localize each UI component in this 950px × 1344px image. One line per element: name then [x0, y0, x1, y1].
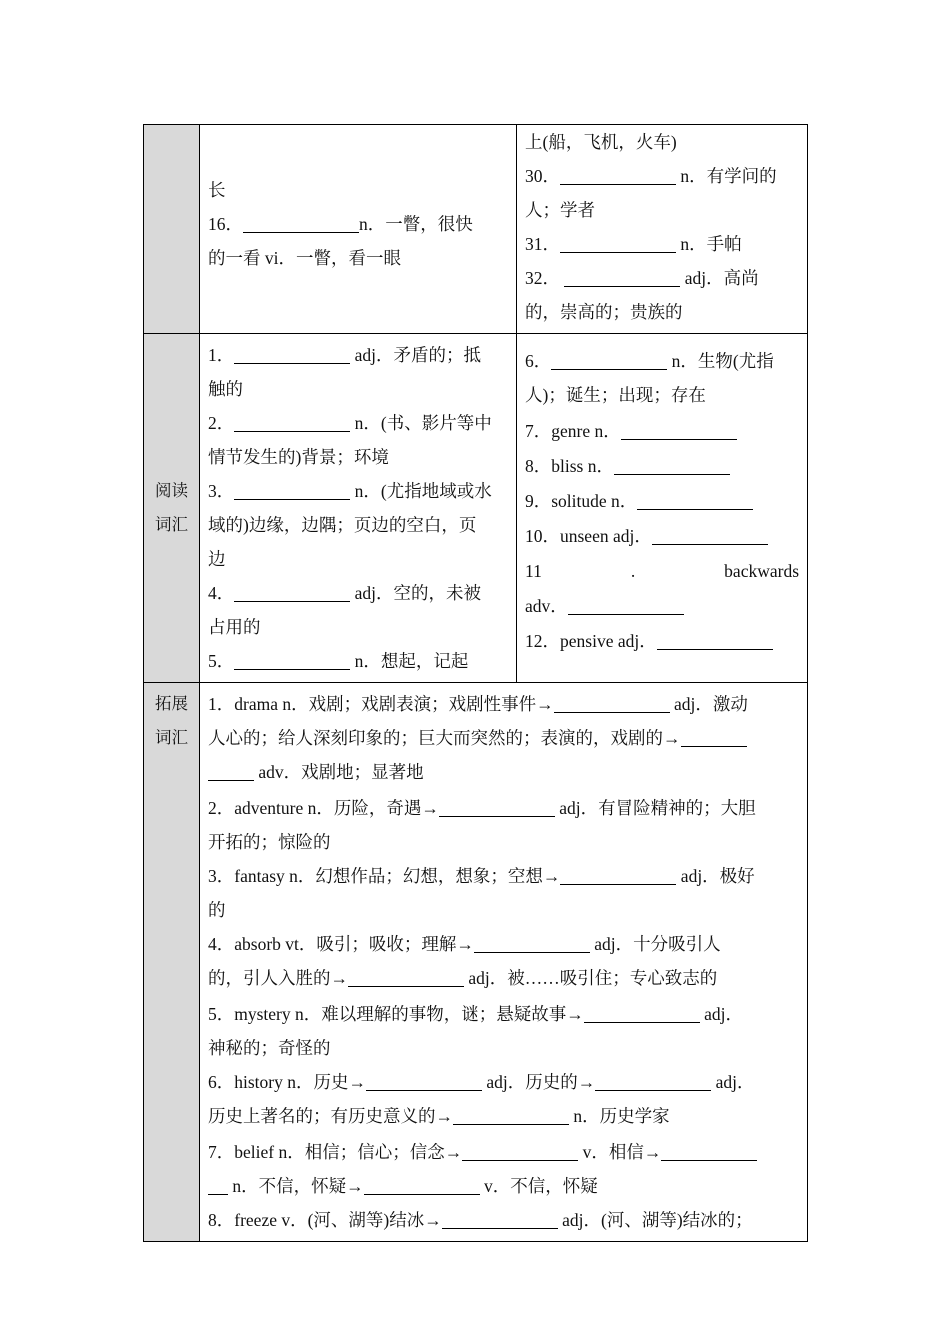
reading-left-cell — [200, 334, 517, 683]
answer-blank-cont — [208, 763, 254, 782]
expanded-item-5-tail: 神秘的；奇怪的 — [208, 1038, 331, 1058]
answer-blank[interactable] — [551, 352, 667, 371]
answer-blank[interactable] — [234, 482, 350, 501]
expanded-item-1-line2: 人心的；给人深刻印象的；巨大而突然的；表演的，戏剧的→ — [208, 721, 799, 755]
expanded-item-5: 5．mystery n．难以理解的事物，谜；悬疑故事→ adj． — [208, 1004, 744, 1024]
answer-blank[interactable] — [560, 867, 676, 886]
reading-right-cell — [517, 334, 808, 683]
reading-item-2: 2． n．(书、影片等中 — [208, 413, 492, 433]
item-16-tail: 的一看 vi．一瞥，看一眼 — [208, 248, 401, 268]
item-15-tail: 长 — [208, 180, 226, 200]
answer-blank[interactable] — [584, 1005, 700, 1024]
reading-item-3-tail2: 边 — [208, 549, 226, 569]
reading-item-1-tail: 触的 — [208, 379, 243, 399]
reading-item-1: 1． adj．矛盾的；抵 — [208, 345, 482, 365]
expanded-item-7-line2: n．不信，怀疑→ v．不信，怀疑 — [208, 1169, 799, 1203]
section-label-expanded: 拓展 词汇 — [144, 683, 200, 1242]
answer-blank[interactable] — [681, 729, 747, 748]
answer-blank[interactable] — [621, 422, 737, 441]
section-reading-vocab — [144, 334, 808, 683]
answer-blank[interactable] — [234, 652, 350, 671]
answer-blank[interactable] — [554, 695, 670, 714]
reading-item-11: 11 . backwards — [525, 561, 799, 581]
answer-blank[interactable] — [568, 597, 684, 616]
answer-blank[interactable] — [661, 1143, 757, 1162]
expanded-item-4: 4．absorb vt．吸引；吸收；理解→ adj．十分吸引人 — [208, 934, 721, 954]
reading-item-6-tail: 人)；诞生；出现；存在 — [525, 385, 706, 405]
answer-blank[interactable] — [637, 492, 753, 511]
answer-blank[interactable] — [234, 346, 350, 365]
item-32: 32． adj．高尚 — [525, 268, 759, 288]
reading-item-7: 7．genre n． — [525, 414, 799, 449]
answer-blank[interactable] — [234, 414, 350, 433]
continued-right-cell — [517, 125, 808, 334]
section-continued — [144, 125, 808, 334]
answer-blank[interactable] — [652, 527, 768, 546]
reading-item-11-tail: adv． — [525, 589, 799, 624]
expanded-item-2: 2．adventure n．历险，奇遇→ adj．有冒险精神的；大胆 — [208, 798, 756, 818]
item-30-tail: 人；学者 — [525, 200, 595, 220]
expanded-item-3: 3．fantasy n．幻想作品；幻想，想象；空想→ adj．极好 — [208, 866, 755, 886]
expanded-item-7: 7．belief n．相信；信心；信念→ v．相信→ — [208, 1135, 799, 1169]
answer-blank[interactable] — [243, 215, 359, 234]
section-label-reading: 阅读 词汇 — [144, 334, 200, 683]
section-expanded-vocab — [144, 683, 808, 1242]
answer-blank[interactable] — [560, 167, 676, 186]
answer-blank[interactable] — [439, 799, 555, 818]
answer-blank[interactable] — [453, 1107, 569, 1126]
continued-left-cell — [200, 125, 517, 334]
section-label-empty — [144, 125, 200, 334]
reading-item-3-tail: 域的)边缘，边隅；页边的空白，页 — [208, 515, 477, 535]
expanded-item-6: 6．history n．历史→ adj．历史的→ adj． — [208, 1072, 755, 1092]
answer-blank[interactable] — [442, 1211, 558, 1230]
item-16: 16． n．一瞥，很快 — [208, 214, 473, 234]
reading-item-4: 4． adj．空的，未被 — [208, 583, 482, 603]
answer-blank[interactable] — [462, 1143, 578, 1162]
answer-blank[interactable] — [614, 457, 730, 476]
expanded-item-8: 8．freeze v．(河、湖等)结冰→ adj．(河、湖等)结冰的； — [208, 1210, 753, 1230]
expanded-item-1-line3: adv．戏剧地；显著地 — [208, 755, 799, 789]
answer-blank-cont — [208, 1177, 228, 1196]
expanded-item-4-line2: 的，引人入胜的→ adj．被……吸引住；专心致志的 — [208, 968, 718, 988]
answer-blank[interactable] — [234, 584, 350, 603]
vocabulary-table — [143, 124, 808, 1242]
reading-item-9: 9．solitude n． — [525, 484, 799, 519]
reading-item-2-tail: 情节发生的)背景；环境 — [208, 447, 389, 467]
expanded-item-2-tail: 开拓的；惊险的 — [208, 832, 331, 852]
reading-item-4-tail: 占用的 — [208, 617, 261, 637]
answer-blank[interactable] — [364, 1177, 480, 1196]
answer-blank[interactable] — [560, 235, 676, 254]
item-31: 31． n．手帕 — [525, 234, 742, 254]
reading-item-8: 8．bliss n． — [525, 449, 799, 484]
reading-item-5: 5． n．想起，记起 — [208, 651, 469, 671]
reading-item-3: 3． n．(尤指地域或水 — [208, 481, 492, 501]
answer-blank[interactable] — [657, 632, 773, 651]
expanded-item-3-tail: 的 — [208, 900, 226, 920]
reading-item-6: 6． n．生物(尤指 — [525, 351, 774, 371]
item-32-tail: 的，崇高的；贵族的 — [525, 302, 683, 322]
answer-blank[interactable] — [348, 969, 464, 988]
item-30: 30． n．有学问的 — [525, 166, 777, 186]
expanded-item-6-line2: 历史上著名的；有历史意义的→ n．历史学家 — [208, 1106, 670, 1126]
reading-item-10: 10．unseen adj． — [525, 519, 799, 554]
answer-blank[interactable] — [564, 269, 680, 288]
reading-item-12: 12．pensive adj． — [525, 624, 799, 659]
expanded-cell — [200, 683, 808, 1242]
answer-blank[interactable] — [474, 935, 590, 954]
answer-blank[interactable] — [366, 1073, 482, 1092]
expanded-item-1: 1．drama n．戏剧；戏剧表演；戏剧性事件→ adj．激动 — [208, 694, 748, 714]
answer-blank[interactable] — [595, 1073, 711, 1092]
item-29-tail: 上(船，飞机，火车) — [525, 132, 677, 152]
